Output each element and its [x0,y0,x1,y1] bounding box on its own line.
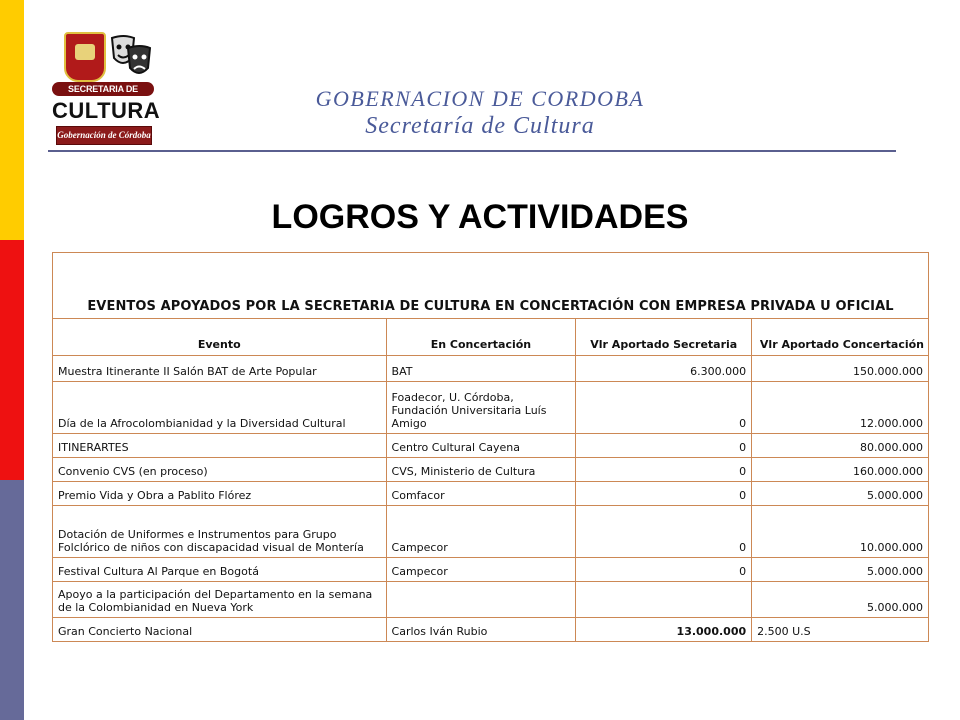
cell-evento: Convenio CVS (en proceso) [53,458,387,482]
cell-concertacion [386,582,576,618]
cell-evento: ITINERARTES [53,434,387,458]
table-caption: EVENTOS APOYADOS POR LA SECRETARIA DE CULTURA EN CONCERTACIÓN CON EMPRESA PRIVADA U OFICIAL [53,253,929,319]
cell-vlr-secretaria: 6.300.000 [576,356,752,382]
cell-evento: Gran Concierto Nacional [53,618,387,642]
cell-vlr-concertacion: 5.000.000 [752,582,929,618]
cell-vlr-concertacion: 12.000.000 [752,382,929,434]
cell-vlr-secretaria: 0 [576,506,752,558]
table-row [53,434,929,458]
table-row [53,582,929,618]
cell-vlr-secretaria: 13.000.000 [576,618,752,642]
cell-vlr-secretaria: 0 [576,482,752,506]
cell-evento: Premio Vida y Obra a Pablito Flórez [53,482,387,506]
table-row [53,482,929,506]
column-header-vlr-secretaria: Vlr Aportado Secretaria [576,319,752,356]
logo-wordmark: CULTURA [52,98,161,123]
cell-vlr-secretaria [576,582,752,618]
table-row [53,618,929,642]
cell-concertacion: Campecor [386,506,576,558]
cell-vlr-secretaria: 0 [576,458,752,482]
column-header-vlr-concertacion: Vlr Aportado Concertación [752,319,929,356]
table-row [53,382,929,434]
table-header-row [53,319,929,356]
cell-concertacion: CVS, Ministerio de Cultura [386,458,576,482]
cell-concertacion: Comfacor [386,482,576,506]
cell-evento: Día de la Afrocolombianidad y la Diversidad Cultural [53,382,387,434]
events-table [52,252,929,642]
government-header [190,86,770,140]
column-header-evento: Evento [53,319,387,356]
cell-vlr-concertacion: 2.500 U.S [752,618,929,642]
cell-concertacion: Centro Cultural Cayena [386,434,576,458]
cell-vlr-concertacion: 10.000.000 [752,506,929,558]
sidebar-purple-band [0,480,24,720]
cell-vlr-concertacion: 150.000.000 [752,356,929,382]
table-row [53,458,929,482]
table-row [53,506,929,558]
cell-vlr-concertacion: 80.000.000 [752,434,929,458]
cell-evento: Muestra Itinerante II Salón BAT de Arte Popular [53,356,387,382]
table-row [53,558,929,582]
cultura-logo [52,30,161,144]
cell-vlr-concertacion: 160.000.000 [752,458,929,482]
cell-vlr-secretaria: 0 [576,434,752,458]
cell-concertacion: Foadecor, U. Córdoba, Fundación Universitaria Luís Amigo [386,382,576,434]
logo-emblem [56,30,152,82]
cell-vlr-secretaria: 0 [576,382,752,434]
page-title: LOGROS Y ACTIVIDADES [271,198,689,236]
department-name: Secretaría de Cultura [365,113,595,139]
cell-vlr-concertacion: 5.000.000 [752,482,929,506]
column-header-concertacion: En Concertación [386,319,576,356]
logo-band: SECRETARIA DE [52,82,154,96]
cell-vlr-concertacion: 5.000.000 [752,558,929,582]
logo-subtitle: Gobernación de Córdoba [56,126,152,145]
cell-evento: Apoyo a la participación del Departamento en la semana de la Colombianidad en Nueva York [53,582,387,618]
cell-vlr-secretaria: 0 [576,558,752,582]
cell-concertacion: Carlos Iván Rubio [386,618,576,642]
color-sidebar [0,0,24,720]
crest-icon [64,32,106,82]
theater-masks-icon [108,34,152,76]
sidebar-red-band [0,240,24,480]
cell-evento: Dotación de Uniformes e Instrumentos para Grupo Folclórico de niños con discapacidad visual de Montería [53,506,387,558]
cell-concertacion: BAT [386,356,576,382]
header-divider [48,150,896,152]
table-row [53,356,929,382]
cell-concertacion: Campecor [386,558,576,582]
cell-evento: Festival Cultura Al Parque en Bogotá [53,558,387,582]
government-name: GOBERNACION DE CORDOBA [315,86,645,111]
